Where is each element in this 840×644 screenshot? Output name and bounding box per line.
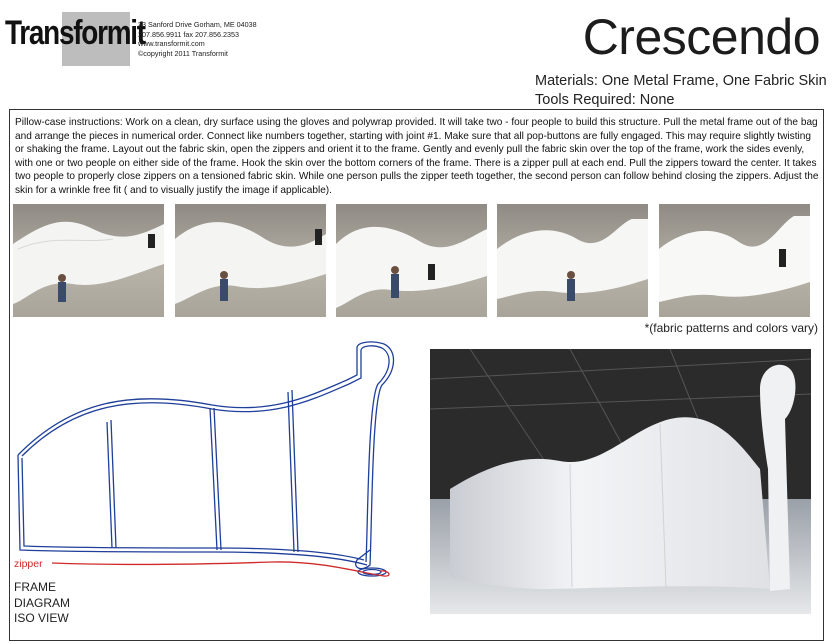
product-photo xyxy=(430,349,811,614)
frame-diagram-label xyxy=(14,580,70,627)
company-logo: Transformit xyxy=(5,14,145,52)
zipper-line xyxy=(52,562,389,576)
frame-label-line: ISO VIEW xyxy=(14,611,69,625)
step-photo-3 xyxy=(336,204,487,317)
instructions-text: Pillow-case instructions: Work on a clean, dry surface using the gloves and polywrap provided. It will take two - four people to build this structure. Pull the metal frame out of the bag and arrange the pieces in numerical order. Connect like numbers together, starting with joint #1. Make sure that all pop-buttons are fully engaged. This may require slightly twisting or shaking the frame. Layout out the fabric skin, open the zippers and orient it to the frame. Gently and evenly pull the fabric skin over the top of the frame, work the sides evenly, with one or two people on either side of the frame. Hook the skin over the bottom corners of the frame. There is a zipper pull at each end. Pull the zippers toward the center. It takes two people to properly close zippers on a tensioned fabric skin. While one person pulls the zipper teeth together, the second person can follow behind closing the zippers. Adjust the skin for a wrinkle free fit ( and to visually justify the image if applicable). xyxy=(15,117,819,196)
materials-block xyxy=(535,72,827,110)
step-photo-5 xyxy=(659,204,810,317)
website-line: www.transformit.com xyxy=(138,39,205,48)
product-title: Crescendo xyxy=(582,9,820,65)
tools-line: Tools Required: None xyxy=(535,92,675,108)
copyright-line: ©copyright 2011 Transformit xyxy=(138,48,228,58)
materials-line: Materials: One Metal Frame, One Fabric Skin xyxy=(535,73,827,89)
zipper-label: zipper xyxy=(14,558,43,570)
step-photo-4 xyxy=(497,204,648,317)
frame-label-line: FRAME xyxy=(14,580,56,594)
fabric-note: *(fabric patterns and colors vary) xyxy=(644,321,818,335)
address-line: 33 Sanford Drive Gorham, ME 04038 xyxy=(138,20,257,29)
phone-line: 207.856.9911 fax 207.856.2353 xyxy=(138,29,239,39)
company-address xyxy=(138,20,257,58)
step-photo-1 xyxy=(13,204,164,317)
step-photo-2 xyxy=(175,204,326,317)
frame-diagram xyxy=(12,340,412,582)
frame-label-line: DIAGRAM xyxy=(14,595,71,610)
